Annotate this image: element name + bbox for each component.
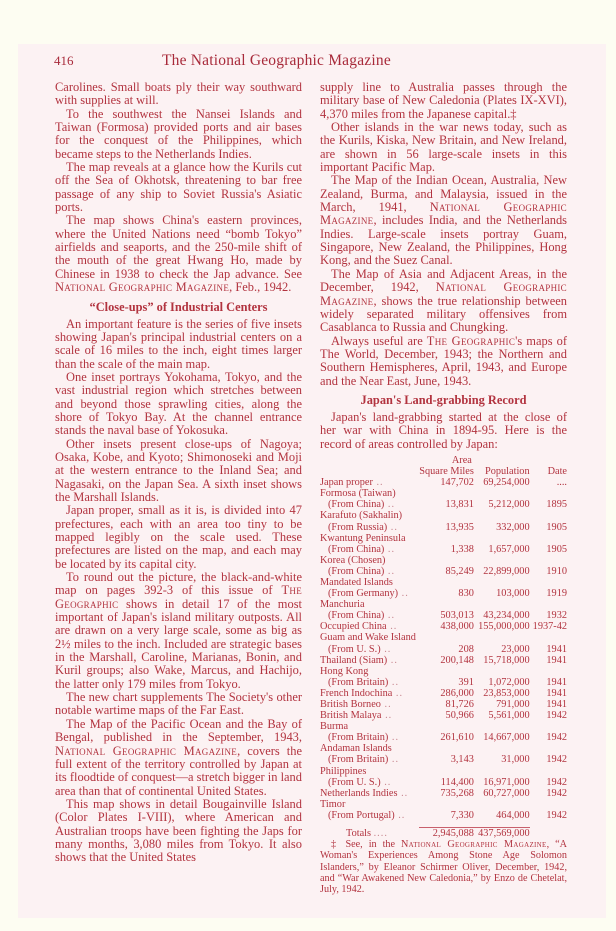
territory-name: Burma [320,721,349,733]
paragraph: Japan proper, small as it is, is divided into 47 prefectures, each with an area too tiny to be mapped legibly on the scale used. These prefectures are listed on the map, and each may be located by its capital city. [55,503,302,571]
territory-name: Hong Kong [320,665,369,677]
table-row [320,788,567,799]
magazine-name: National Geographic Magazine [320,200,567,228]
date-value: 1941 [546,676,567,688]
table-row-name [320,632,567,643]
territory-source: (From Germany) .. [328,588,409,600]
table-row [320,588,567,599]
population-value: 5,212,000 [488,499,530,511]
table-row [320,754,567,765]
table-row [320,566,567,577]
table-row-name [320,766,567,777]
territory-source: (From U. S.) .. [328,643,392,655]
totals-row [320,828,567,840]
area-value: 830 [458,588,474,600]
paragraph: Other islands in the war news today, such as the Kurils, Kiska, New Britain, and New Ireland, are shown in 56 large-scale insets in this important Pacific Map. [320,120,567,175]
area-value: 438,000 [440,621,474,633]
col-header-area-top: Area [451,454,472,466]
date-value: 1905 [546,521,567,533]
date-value: 1919 [546,588,567,600]
territory-name: French Indochina .. [320,687,404,699]
territory-source: (From Portugal) .. [328,809,406,821]
date-value: 1941 [546,699,567,710]
paragraph: To round out the picture, the black-and-white map on pages 392-3 of this issue of The Geographic shows in detail 17 of the most important of Japan's island military outposts. All are drawn on a very large scale, some as big as 2½ miles to the inch. Included are strategic bases in the Marshall, Caroline, Marianas, Bonin, and Kuril groups; also Wake, Marcus, and Hachijo, the latter only 179 miles from Tokyo. [55,570,302,691]
population-value: 43,234,000 [483,610,530,622]
date-value: 1942 [546,732,567,744]
date-value: 1942 [546,776,567,788]
area-value: 286,000 [440,687,474,699]
paragraph: To the southwest the Nansei Islands and Taiwan (Formosa) provided ports and air bases for the conquest of the Philippines, which became steps to the Netherlands Indies. [55,106,302,161]
running-header [54,52,574,70]
table-row-name [320,488,567,499]
table-row [320,710,567,721]
magazine-name: The Geographic [426,333,516,348]
table-row-name [320,555,567,566]
territory-name: Timor [320,798,346,810]
paragraph: The map shows China's eastern provinces, where the United Nations need “bomb Tokyo” airfields and seaports, and the 250-mile shift of the mouth of the great Hwang Ho, made by Chinese in 1938 to check the Jap advance. See National Geographic Magazine, Feb., 1942. [55,213,302,295]
table-row-name [320,799,567,810]
date-value: 1910 [546,565,567,577]
territory-source: (From China) .. [328,499,396,511]
population-value: 23,000 [501,643,530,655]
territory-name: Kwantung Peninsula [320,532,406,544]
territory-name: Andaman Islands [320,743,392,755]
paragraph: The Map of the Indian Ocean, Australia, New Zealand, Burma, and Malaysia, issued in the March, 1941, National Geographic Magazine, includes India, and the Netherlands Indies. Large-scale insets portray Guam, Singapore, New Zealand, the Philippines, Hong Kong, and the Suez Canal. [320,173,567,268]
table-header-row [320,466,567,477]
area-value: 114,400 [440,776,474,788]
magazine-name: National Geographic Magazine [55,280,230,295]
paragraph: The Map of Asia and Adjacent Areas, in the December, 1942, National Geographic Magazine, shows the true relationship between widely separated military offensives from Casablanca to Russia and Chungking. [320,266,567,335]
date-value: 1941 [546,643,567,655]
table-row-name [320,577,567,588]
population-value: 60,727,000 [483,787,530,799]
area-value: 147,702 [440,477,474,489]
paragraph: Japan's land-grabbing started at the close of her war with China in 1894-95. Here is the record of areas controlled by Japan: [320,409,567,451]
table-row-name [320,721,567,732]
population-value: 69,254,000 [483,477,530,489]
territory-name: Philippines [320,765,367,777]
date-value: 1895 [546,499,567,511]
paragraph: One inset portrays Yokohama, Tokyo, and the vast industrial region which stretches between and beyond those sprawling cities, along the shore of Tokyo Bay. At the channel entrance stands the naval base of Yokosuka. [55,369,302,438]
table-row [320,644,567,655]
totals-area: 2,945,088 [432,828,474,840]
population-value: 155,000,000 [478,621,530,633]
table-row [320,621,567,632]
territory-source: (From Britain) .. [328,754,400,766]
territory-source: (From China) .. [328,610,396,622]
paragraph: The new chart supplements The Society's other notable wartime maps of the Far East. [55,690,302,718]
paragraph: supply line to Australia passes through the military base of New Caledonia (Plates IX-XVI), 4,370 miles from the Japanese capital.‡ [320,80,567,121]
area-value: 1,338 [450,543,474,555]
territory-name: Mandated Islands [320,576,393,588]
territory-name: Occupied China .. [320,621,398,633]
paragraph: An important feature is the series of five insets showing Japan's principal industrial centers on a scale of 16 miles to the inch, eight times larger than the scale of the main map. [55,316,302,371]
paragraph: The map reveals at a glance how the Kurils cut off the Sea of Okhotsk, threatening to bar free passage of any ship to Soviet Russia's Asiatic ports. [55,160,302,215]
col-header-date: Date [547,466,567,478]
territory-name: Guam and Wake Island [320,632,416,644]
date-value: 1942 [546,809,567,821]
area-value: 208 [458,643,474,655]
population-value: 31,000 [501,754,530,766]
population-value: 5,561,000 [488,710,530,722]
population-value: 22,899,000 [483,565,530,577]
area-value: 85,249 [445,565,474,577]
population-value: 1,657,000 [488,543,530,555]
area-value: 81,726 [445,699,474,710]
area-value: 391 [458,676,474,688]
table-row [320,655,567,666]
date-value: 1932 [546,610,567,622]
right-column [320,81,567,895]
table-row [320,477,567,488]
table-row [320,688,567,699]
date-value: 1905 [546,543,567,555]
territory-name: Thailand (Siam) .. [320,654,398,666]
section-heading: Japan's Land-grabbing Record [360,392,527,407]
table-row [320,522,567,533]
left-column [55,81,302,865]
page-number: 416 [54,53,74,68]
totals-population: 437,569,000 [478,828,530,840]
table-row-name [320,510,567,521]
magazine-name: National Geographic Magazine [320,280,567,308]
paragraph: Other insets present close-ups of Nagoya; Osaka, Kobe, and Kyoto; Shimonoseki and Moji at the western entrance to the Inland Sea; and Nagasaki, on the Japan Sea. A sixth inset shows the Marshall Islands. [55,436,302,504]
magazine-name: The Geographic [55,583,302,611]
date-value: 1941 [546,687,567,699]
paragraph: The Map of the Pacific Ocean and the Bay of Bengal, published in the September, 1943, National Geographic Magazine, covers the full extent of the territory controlled by Japan at its floodtide of conquest—a stretch bigger in land area than that of continental United States. [55,716,302,798]
table-row [320,544,567,555]
territory-source: (From Britain) .. [328,676,400,688]
population-value: 15,718,000 [483,654,530,666]
population-value: 464,000 [496,809,530,821]
territory-name: British Borneo .. [320,699,392,710]
col-header-population: Population [484,466,530,478]
area-value: 50,966 [445,710,474,722]
area-value: 735,268 [440,787,474,799]
population-value: 14,667,000 [483,732,530,744]
territory-name: Manchuria [320,599,365,611]
territory-name: Japan proper .. [320,477,384,489]
date-value: 1937-42 [532,621,567,633]
territory-name: British Malaya .. [320,710,393,722]
territory-name: Karafuto (Sakhalin) [320,510,403,522]
col-header-area: Square Miles [419,466,474,478]
population-value: 23,853,000 [483,687,530,699]
territory-source: (From China) .. [328,543,396,555]
table-row [320,699,567,710]
date-value: .... [556,477,567,489]
table-row [320,777,567,788]
table-row [320,732,567,743]
area-value: 200,148 [440,654,474,666]
paragraph: This map shows in detail Bougainville Island (Color Plates I-VIII), where American and Australian troops have been fighting the Japs for many months, 3,080 miles from Tokyo. It also shows that the United States [55,796,302,865]
territory-name: Netherlands Indies .. [320,787,409,799]
area-value: 261,610 [440,732,474,744]
table-row [320,499,567,510]
table-header-row [320,455,567,466]
area-value: 503,013 [440,610,474,622]
date-value: 1941 [546,654,567,666]
table-row-name [320,666,567,677]
footnote: ‡ See, in the National Geographic Magazine, “A Woman's Experiences Among Stone Age Solomon Islanders,” by Eleanor Schirmer Oliver, December, 1942, and “War Awakened New Caledonia,” by Enzo de Chetelat, July, 1942. [320,839,567,895]
area-value: 13,831 [445,499,474,511]
paragraph: Carolines. Small boats ply their way southward with supplies at will. [55,80,302,108]
land-grab-table [320,455,567,839]
table-row [320,677,567,688]
date-value: 1942 [546,787,567,799]
territory-source: (From Russia) .. [328,521,398,533]
date-value: 1942 [546,710,567,722]
territory-source: (From Britain) .. [328,732,400,744]
table-row-name [320,533,567,544]
table-row-name [320,743,567,754]
magazine-name: National Geographic Magazine [55,743,238,758]
table-row-name [320,599,567,610]
magazine-name: National Geographic Magazine [401,839,547,851]
area-value: 13,935 [445,521,474,533]
population-value: 16,971,000 [483,776,530,788]
area-value: 7,330 [450,809,474,821]
territory-name: Formosa (Taiwan) [320,488,396,500]
territory-source: (From U. S.) .. [328,776,392,788]
magazine-title: The National Geographic Magazine [162,52,391,69]
date-value: 1942 [546,754,567,766]
paragraph: Always useful are The Geographic's maps of The World, December, 1943; the Northern and Southern Hemispheres, April, 1943, and Europe and the Near East, June, 1943. [320,333,567,388]
table-row [320,810,567,821]
area-value: 3,143 [450,754,474,766]
population-value: 791,000 [496,699,530,710]
population-value: 332,000 [496,521,530,533]
table-row [320,610,567,621]
population-value: 103,000 [496,588,530,600]
territory-source: (From China) .. [328,565,396,577]
totals-label: Totals .... [346,828,388,840]
population-value: 1,072,000 [488,676,530,688]
territory-name: Korea (Chosen) [320,554,386,566]
section-heading: “Close-ups” of Industrial Centers [89,299,268,314]
